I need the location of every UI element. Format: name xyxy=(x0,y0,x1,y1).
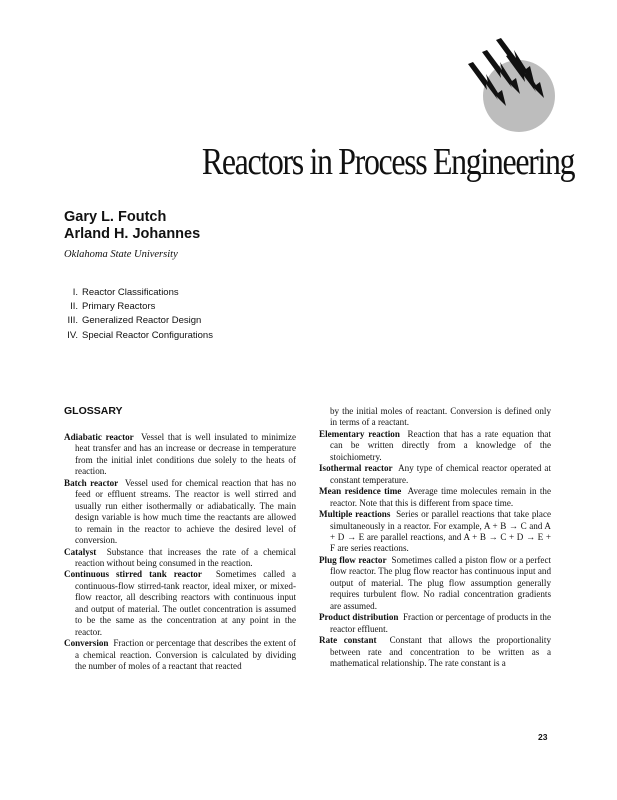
glossary-entry xyxy=(319,612,551,635)
affiliation: Oklahoma State University xyxy=(64,249,178,260)
glossary-definition: Reaction that has a rate equation that can be written directly from a knowledge of the stoichiometry. xyxy=(330,428,551,462)
glossary-entry xyxy=(64,478,296,547)
glossary-entry xyxy=(319,635,551,669)
glossary-term: Product distribution xyxy=(319,612,399,623)
glossary-entry xyxy=(319,429,551,463)
glossary-entry xyxy=(319,486,551,509)
outline-item xyxy=(60,286,213,300)
glossary-definition: Sometimes called a continuous-flow stirred-tank reactor, ideal mixer, or mixed-flow reactor, all describing reactors with continuous input and output of material. The outlet concentration is assumed to be the same as the concentration at any point in the reactor. xyxy=(75,569,296,637)
glossary-entry xyxy=(64,569,296,638)
outline-label: Primary Reactors xyxy=(82,301,156,313)
glossary-left-column xyxy=(64,432,296,673)
glossary-definition: Fraction or percentage of products in the reactor effluent. xyxy=(330,612,551,634)
glossary-definition: Substance that increases the rate of a chemical reaction without being consumed in the reaction. xyxy=(75,546,297,568)
glossary-term: Continuous stirred tank reactor xyxy=(64,569,202,580)
page-number: 23 xyxy=(538,732,548,742)
lightning-logo-icon xyxy=(466,38,556,134)
glossary-term: Mean residence time xyxy=(319,486,402,497)
glossary-entry xyxy=(64,638,296,672)
glossary-definition: Vessel that is well insulated to minimize heat transfer and has an increase or decrease in temperature from the initial inlet conditions due solely to the heats of reaction. xyxy=(75,432,296,477)
glossary-entry xyxy=(319,509,551,555)
outline-number: II. xyxy=(70,301,78,313)
glossary-definition: Constant that allows the proportionality between rate and concentration to be written as a mathematical relationship. The rate constant is a xyxy=(330,635,552,668)
outline-number: I. xyxy=(72,287,78,298)
glossary-definition: Vessel used for chemical reaction that has no feed or effluent streams. The reactor is well stirred and usually run either isothermally or adiabatically. The main design variable is how much time the reactants are allowed to remain in the reactor to achieve the desired level of conversion. xyxy=(75,477,296,546)
glossary-term: Multiple reactions xyxy=(319,509,391,520)
glossary-term: Plug flow reactor xyxy=(319,554,387,565)
outline-item xyxy=(60,329,213,343)
glossary-definition: Series or parallel reactions that take place simultaneously in a reactor. For example, A + B → C and A + D → E are parallel reactions, and A + B → C + D → E + F are series reactions. xyxy=(330,509,552,554)
author-block xyxy=(64,209,200,260)
glossary-heading: GLOSSARY xyxy=(64,405,123,417)
author-name: Arland H. Johannes xyxy=(64,226,201,242)
glossary-term: Catalyst xyxy=(64,546,97,557)
glossary-definition: Fraction or percentage that describes the extent of a chemical reaction. Conversion is calculated by dividing the number of moles of a reactant that reacted xyxy=(75,638,297,672)
glossary-entry xyxy=(64,547,296,570)
glossary-entry xyxy=(319,555,551,612)
glossary-term: Rate constant xyxy=(319,635,377,646)
section-outline xyxy=(60,286,213,343)
glossary-continuation: by the initial moles of reactant. Conversion is defined only in terms of a reactant. xyxy=(330,406,551,428)
glossary-term: Adiabatic reactor xyxy=(64,432,134,442)
glossary-entry xyxy=(319,463,551,486)
glossary-definition: Sometimes called a piston flow or a perfect flow reactor. The plug flow reactor has continuous input and output of material. The plug flow assumption generally requires turbulent flow. No radial concentration gradients are assumed. xyxy=(330,554,552,611)
outline-label: Reactor Classifications xyxy=(82,287,179,298)
glossary-definition: Average time molecules remain in the reactor. Note that this is different from space time. xyxy=(330,486,552,508)
glossary-definition: Any type of chemical reactor operated at constant temperature. xyxy=(330,463,551,485)
outline-number: III. xyxy=(67,315,78,327)
glossary-right-column xyxy=(319,406,551,669)
glossary-term: Batch reactor xyxy=(64,477,119,488)
outline-label: Generalized Reactor Design xyxy=(82,315,202,327)
outline-item xyxy=(60,314,213,328)
glossary-entry xyxy=(64,432,296,478)
outline-label: Special Reactor Configurations xyxy=(82,329,213,341)
outline-item xyxy=(60,300,213,314)
article-title: Reactors in Process Engineering xyxy=(201,141,574,183)
glossary-term: Isothermal reactor xyxy=(319,463,393,474)
outline-number: IV. xyxy=(67,329,78,341)
author-name: Gary L. Foutch xyxy=(64,209,167,225)
glossary-term: Conversion xyxy=(64,638,109,649)
glossary-term: Elementary reaction xyxy=(319,428,400,439)
